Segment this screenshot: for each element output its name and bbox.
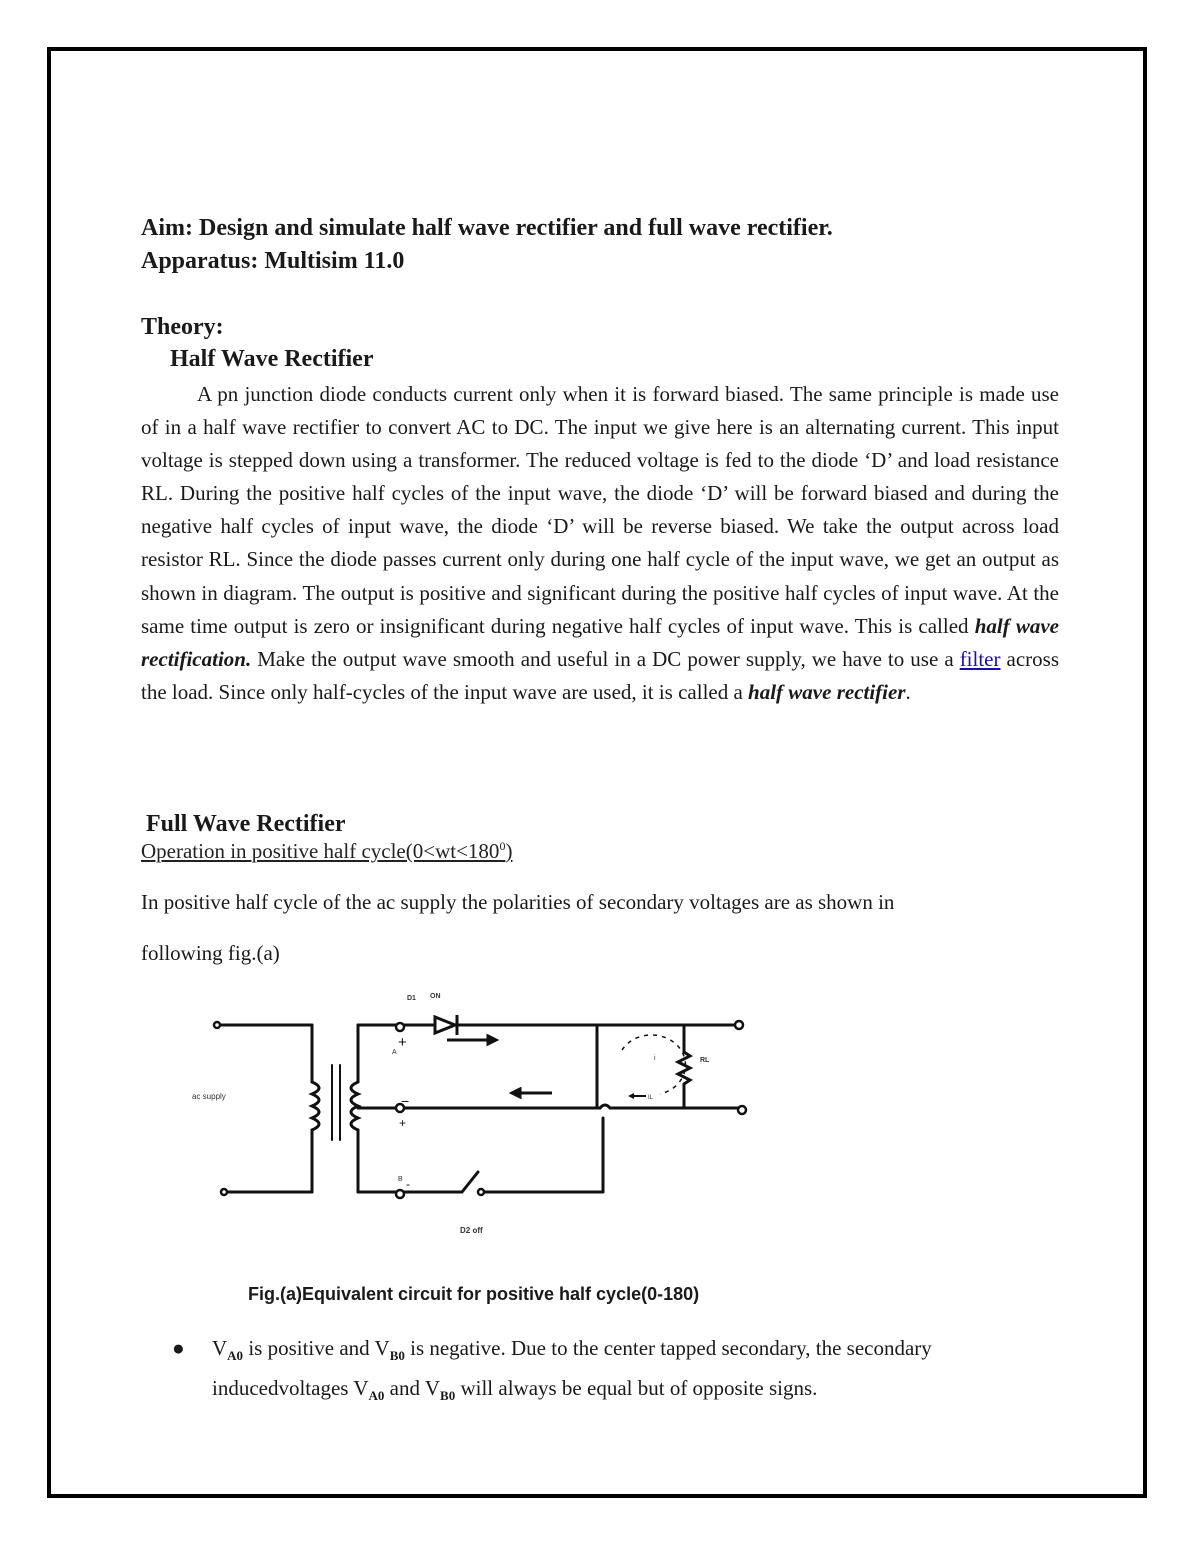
half-wave-heading: Half Wave Rectifier — [170, 346, 374, 372]
sub-b0-1: B0 — [389, 1348, 405, 1364]
label-d2-off: D2 off — [460, 1226, 483, 1235]
theory-heading: Theory: — [141, 314, 224, 340]
filter-link[interactable]: filter — [959, 646, 1001, 671]
bullet-text-1: is positive and — [243, 1336, 375, 1360]
operation-degree: 0 — [499, 839, 506, 853]
v-symbol-1: V — [212, 1336, 228, 1360]
bullet-dot-icon: ● — [172, 1336, 185, 1360]
full-wave-line-2: following fig.(a) — [141, 941, 280, 965]
bullet-item — [172, 1332, 1052, 1412]
label-plus-top: + — [398, 1034, 407, 1051]
label-loop: i — [654, 1055, 656, 1062]
label-b: B — [398, 1176, 403, 1183]
v-symbol-2: V — [374, 1336, 390, 1360]
label-plus-mid: + — [399, 1116, 407, 1130]
bullet-text-3: and — [384, 1376, 425, 1401]
operation-text: Operation in positive half cycle(0<wt<180 — [141, 839, 500, 863]
label-current-arrow: IL — [648, 1095, 654, 1101]
sub-b0-2: B0 — [440, 1388, 456, 1404]
label-minus-mid: − — [401, 1093, 410, 1109]
bullet-text-2: is negative. Due to the center tapped secondary, the secondary inducedvoltages — [212, 1336, 932, 1401]
full-wave-heading: Full Wave Rectifier — [146, 811, 346, 837]
label-minus-bot: - — [406, 1177, 410, 1191]
full-wave-line-1: In positive half cycle of the ac supply the polarities of secondary voltages are as shown in — [141, 890, 895, 914]
v-symbol-3: V — [353, 1376, 369, 1401]
sub-a0-1: A0 — [227, 1348, 244, 1364]
label-ac-supply: ac supply — [192, 1092, 226, 1101]
label-rl: RL — [700, 1057, 710, 1064]
label-on: ON — [430, 993, 441, 1000]
half-wave-text-mid: Make the output wave smooth and useful in a DC power supply, we have to use a — [251, 646, 960, 671]
term-half-wave-rectification: half wave rectification. — [141, 613, 1059, 671]
half-wave-text-start: A pn junction diode conducts current only when it is forward biased. The same principle is made use of in a half wave rectifier to convert AC to DC. The input we give here is an alternating current. This input voltage is stepped down using a transformer. The reduced voltage is fed to the diode ‘D’ and load resistance RL. During the positive half cycles of the input wave, the diode ‘D’ will be forward biased and during the negative half cycles of input wave, the diode ‘D’ will be reverse biased. We take the output across load resistor RL. Since the diode passes current only during one half cycle of the input wave, we get an output as shown in diagram. The output is positive and significant during the positive half cycles of input wave. At the same time output is zero or insignificant during negative half cycles of input wave. This is called — [141, 382, 1059, 638]
figure-caption: Fig.(a)Equivalent circuit for positive half cycle(0-180) — [248, 1284, 700, 1304]
aim-line: Aim: Design and simulate half wave rectifier and full wave rectifier. — [141, 215, 833, 241]
half-wave-text-after-link: across the load. Since only half-cycles of the input wave are used, it is called a — [141, 646, 1060, 704]
label-d1: D1 — [407, 995, 416, 1002]
half-wave-text-end: . — [905, 679, 911, 704]
operation-close: ) — [505, 839, 513, 863]
label-a: A — [392, 1049, 397, 1056]
apparatus-line: Apparatus: Multisim 11.0 — [141, 248, 405, 274]
v-symbol-4: V — [424, 1376, 441, 1401]
sub-a0-2: A0 — [368, 1388, 385, 1404]
term-half-wave-rectifier: half wave rectifier — [748, 679, 906, 704]
bullet-text-4: will always be equal but of opposite signs. — [455, 1376, 818, 1401]
